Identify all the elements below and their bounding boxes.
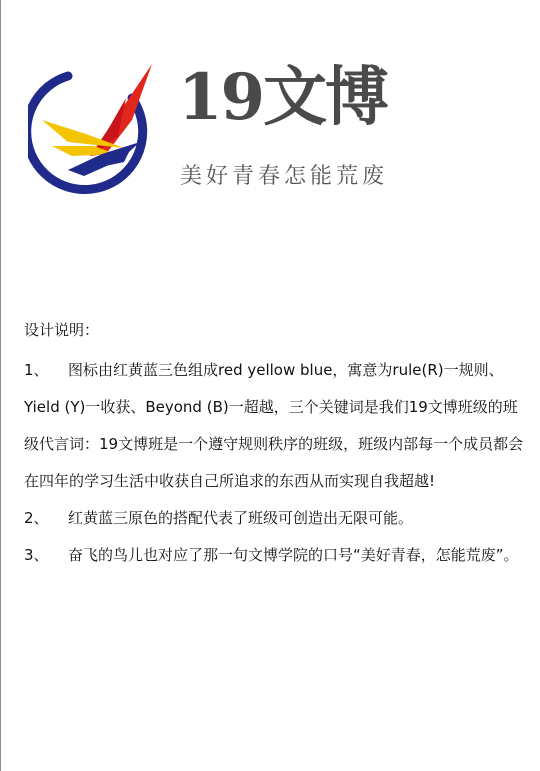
item-text: 奋飞的鸟儿也对应了那一句文博学院的口号“美好青春，怎能荒废”。 (68, 546, 519, 564)
description-item (24, 352, 524, 500)
logo (28, 58, 428, 208)
brand-slogan: 美好青春怎能荒废 (180, 164, 389, 189)
item-number: 3、 (24, 546, 49, 564)
design-description (24, 318, 524, 574)
item-text: 红黄蓝三原色的搭配代表了班级可创造出无限可能。 (68, 509, 414, 527)
page-left-border (0, 0, 1, 771)
description-item (24, 500, 524, 537)
brand-name: 19文博 (178, 60, 388, 135)
item-number: 1、 (24, 361, 49, 379)
item-text: 图标由红黄蓝三色组成red yellow blue，寓意为rule(R)一规则、Yield (Y)一收获、Beyond (B)一超越，三个关键词是我们19文博班级的班级代言词：19文博班是一个遵守规则秩序的班级，班级内部每一个成员都会在四年的学习生活中收获自己所追求的东西从而实现自我超越! (24, 361, 524, 490)
description-heading: 设计说明： (24, 321, 100, 339)
bird-emblem-icon (28, 58, 158, 198)
item-number: 2、 (24, 509, 49, 527)
description-item (24, 537, 524, 574)
